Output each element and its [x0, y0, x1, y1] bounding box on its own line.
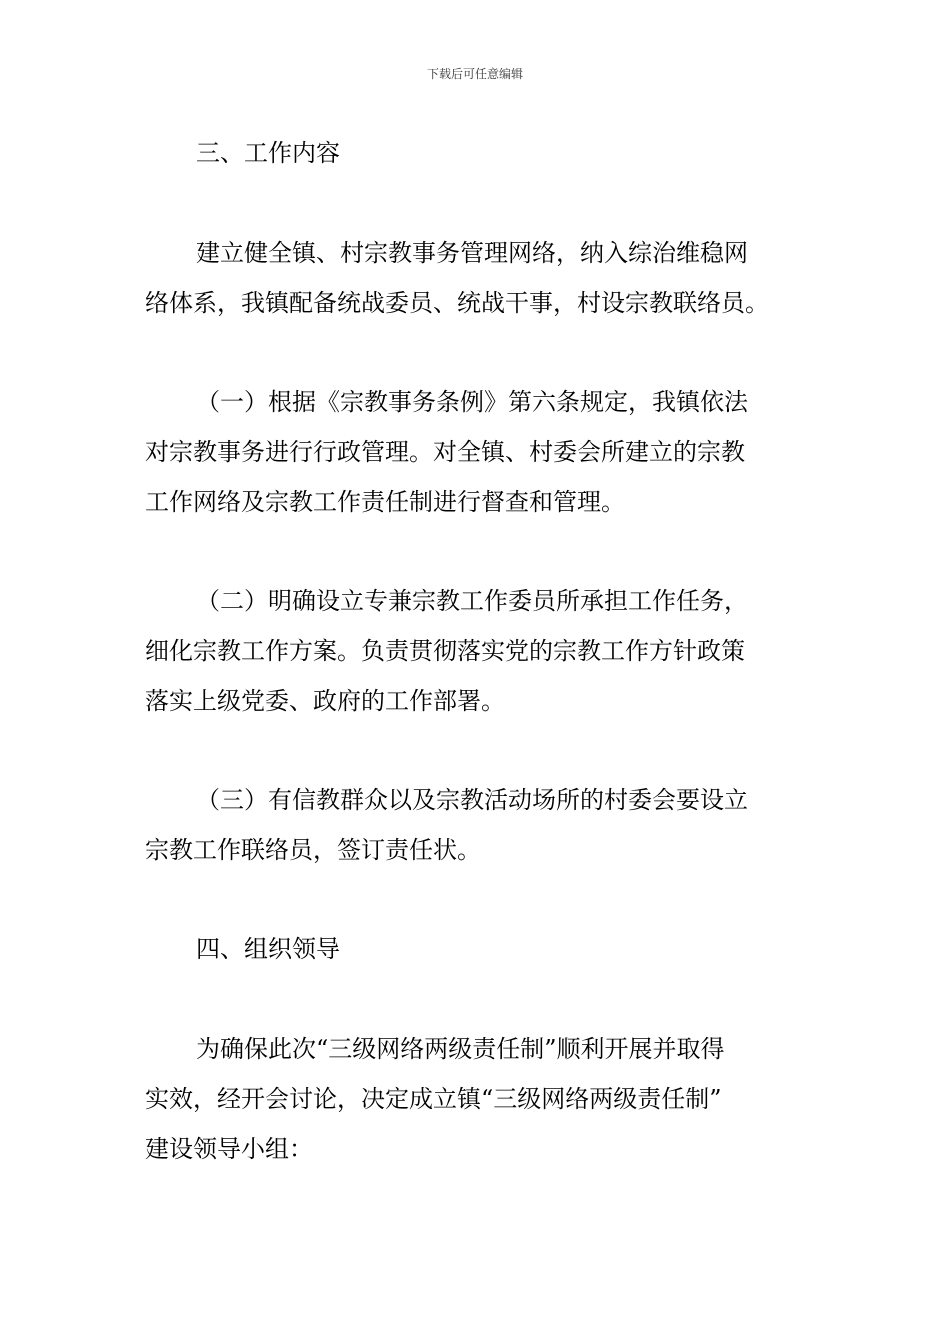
paragraph-line: 络体系，我镇配备统战委员、统战干事，村设宗教联络员。: [145, 289, 769, 317]
paragraph-line: 落实上级党委、政府的工作部署。: [145, 687, 505, 715]
section-heading-leadership: 四、组织领导: [196, 935, 340, 963]
paragraph-line: 宗教工作联络员，签订责任状。: [145, 836, 481, 864]
paragraph-line: （二）明确设立专兼宗教工作委员所承担工作任务，: [196, 587, 748, 615]
paragraph-line: 对宗教事务进行行政管理。对全镇、村委会所建立的宗教: [145, 438, 745, 466]
paragraph-line: 建立健全镇、村宗教事务管理网络，纳入综治维稳网: [196, 239, 748, 267]
paragraph-line: 工作网络及宗教工作责任制进行督查和管理。: [145, 488, 625, 516]
header-note: 下载后可任意编辑: [426, 67, 523, 81]
paragraph-line: 细化宗教工作方案。负责贯彻落实党的宗教工作方针政策: [145, 637, 745, 665]
paragraph-line: 建设领导小组：: [145, 1135, 313, 1163]
paragraph-item-3: [145, 775, 810, 875]
paragraph-item-1: [145, 377, 810, 527]
paragraph-line: （一）根据《宗教事务条例》第六条规定，我镇依法: [196, 388, 748, 416]
paragraph-line: （三）有信教群众以及宗教活动场所的村委会要设立: [196, 786, 748, 814]
paragraph-line: 为确保此次“三级网络两级责任制”顺利开展并取得: [196, 1035, 725, 1063]
paragraph-leadership-group: [145, 1024, 810, 1174]
paragraph-line: 实效，经开会讨论，决定成立镇“三级网络两级责任制”: [145, 1085, 722, 1113]
section-heading-work-content: 三、工作内容: [196, 139, 340, 167]
document-body: [145, 128, 810, 1174]
paragraph-network: [145, 228, 810, 328]
paragraph-item-2: [145, 576, 810, 726]
